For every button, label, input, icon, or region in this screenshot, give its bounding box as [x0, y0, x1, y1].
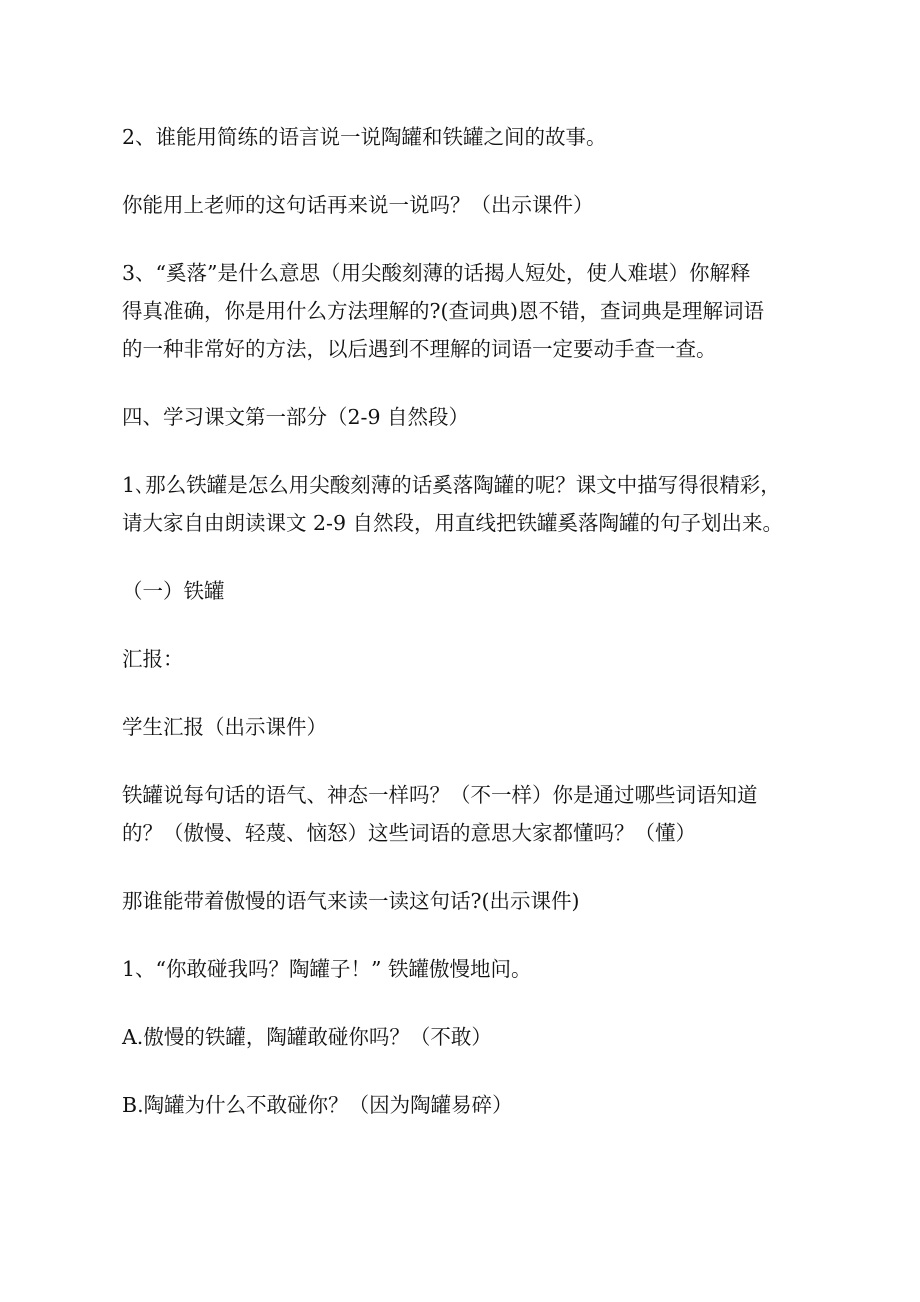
paragraph-line: 的？（傲慢、轻蔑、恼怒）这些词语的意思大家都懂吗？（懂） — [122, 821, 696, 845]
paragraph — [122, 1086, 802, 1124]
paragraph-line: 3、“奚落”是什么意思（用尖酸刻薄的话揭人短处，使人难堪）你解释 — [122, 261, 751, 285]
paragraph-line: 1､那么铁罐是怎么用尖酸刻薄的话奚落陶罐的呢？课文中描写得很精彩， — [122, 473, 781, 497]
paragraph-line: 的一种非常好的方法，以后遇到不理解的词语一定要动手查一查。 — [122, 337, 717, 361]
paragraph — [122, 572, 802, 610]
paragraph-line: 那谁能带着傲慢的语气来读一读这句话?(出示课件) — [122, 889, 580, 913]
paragraph — [122, 882, 802, 920]
paragraph — [122, 776, 802, 852]
document-body — [122, 118, 802, 1124]
paragraph-line: 四、学习课文第一部分（2-9 自然段） — [122, 405, 470, 429]
paragraph-line: 学生汇报（出示课件） — [122, 715, 327, 739]
paragraph — [122, 950, 802, 988]
paragraph-line: 汇报： — [122, 647, 184, 671]
paragraph — [122, 254, 802, 368]
paragraph-line: （一）铁罐 — [122, 579, 225, 603]
paragraph-line: 你能用上老师的这句话再来说一说吗？（出示课件） — [122, 193, 594, 217]
paragraph — [122, 1018, 802, 1056]
paragraph-line: 得真准确，你是用什么方法理解的?(查词典)恩不错，查词典是理解词语 — [122, 299, 764, 323]
paragraph-line: 请大家自由朗读课文 2-9 自然段，用直线把铁罐奚落陶罐的句子划出来。 — [122, 511, 784, 535]
paragraph-line: B.陶罐为什么不敢碰你？（因为陶罐易碎） — [122, 1093, 513, 1117]
paragraph — [122, 118, 802, 156]
paragraph — [122, 640, 802, 678]
paragraph — [122, 708, 802, 746]
paragraph-line: A.傲慢的铁罐，陶罐敢碰你吗？（不敢） — [122, 1025, 492, 1049]
paragraph — [122, 466, 802, 542]
paragraph-line: 铁罐说每句话的语气、神态一样吗？（不一样）你是通过哪些词语知道 — [122, 783, 758, 807]
paragraph-line: 2、谁能用简练的语言说一说陶罐和铁罐之间的故事。 — [122, 125, 607, 149]
paragraph-line: 1、“你敢碰我吗？陶罐子！” 铁罐傲慢地问。 — [122, 957, 532, 981]
paragraph — [122, 398, 802, 436]
paragraph — [122, 186, 802, 224]
